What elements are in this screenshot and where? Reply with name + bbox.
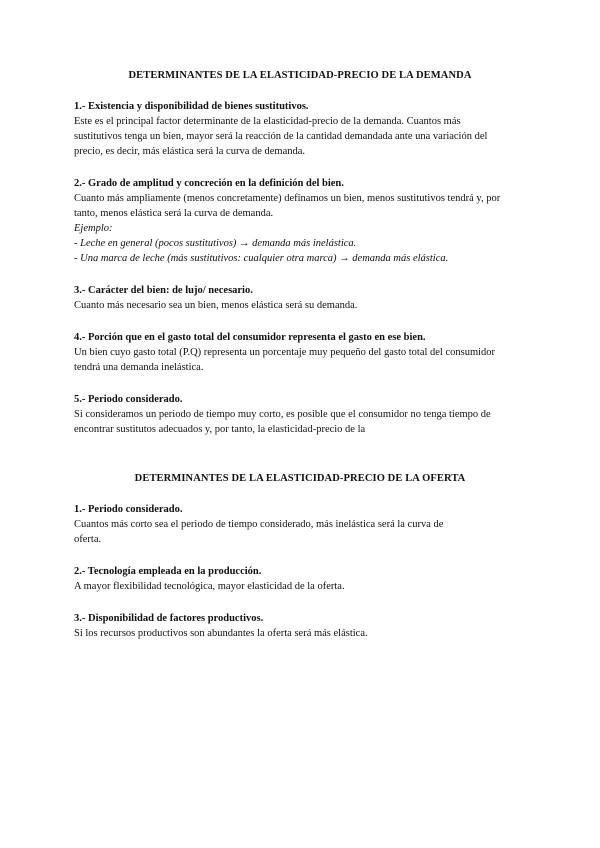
supply-title: DETERMINANTES DE LA ELASTICIDAD-PRECIO DE LA OFERTA: [134, 473, 466, 484]
section-heading: 1.- Existencia y disponibilidad de bienes sustitutivos.: [74, 101, 309, 112]
demand-section-2: [74, 176, 526, 266]
section-line: tanto, menos elástica será la curva de demanda.: [74, 208, 274, 219]
section-heading: 2.- Tecnología empleada en la producción.: [74, 566, 262, 577]
section-line: Un bien cuyo gasto total (P.Q) representa un porcentaje muy pequeño del gasto total del consumidor: [74, 347, 496, 358]
demand-section-1: [74, 99, 526, 159]
demand-section-3: [74, 283, 526, 313]
section-line: Cuanto más ampliamente (menos concretamente) definamos un bien, menos sustitutivos tendrá y, por: [74, 193, 501, 204]
section-line: precio, es decir, más elástica será la curva de demanda.: [74, 146, 306, 157]
section-heading: 3.- Disponibilidad de factores productivos.: [74, 613, 264, 624]
supply-section-1: [74, 502, 526, 547]
example-label: Ejemplo:: [74, 223, 113, 234]
supply-section-3: [74, 611, 526, 641]
supply-section-2: [74, 564, 526, 594]
section-line: Cuantos más corto sea el periodo de tiempo considerado, más inelástica será la curva de: [74, 519, 444, 530]
section-line: A mayor flexibilidad tecnológica, mayor elasticidad de la oferta.: [74, 581, 345, 592]
section-heading: 2.- Grado de amplitud y concreción en la definición del bien.: [74, 178, 344, 189]
section-heading: 4.- Porción que en el gasto total del consumidor representa el gasto en ese bien.: [74, 332, 426, 343]
demand-section-4: [74, 330, 526, 375]
section-line: Si consideramos un periodo de tiempo muy corto, es posible que el consumidor no tenga tiempo de: [74, 409, 491, 420]
section-line: oferta.: [74, 534, 102, 545]
demand-section-5: [74, 392, 526, 437]
section-heading: 3.- Carácter del bien: de lujo/ necesario.: [74, 285, 253, 296]
section-line: sustitutivos tenga un bien, mayor será la reacción de la cantidad demandada ante una variación del: [74, 131, 488, 142]
section-line: Si los recursos productivos son abundantes la oferta será más elástica.: [74, 628, 368, 639]
section-line: Cuanto más necesario sea un bien, menos elástica será su demanda.: [74, 300, 358, 311]
example-line: - Una marca de leche (más sustitutivos: cualquier otra marca) → demanda más elástica.: [74, 253, 449, 264]
section-line: tendrá una demanda inelástica.: [74, 362, 204, 373]
section-line: Este es el principal factor determinante de la elasticidad-precio de la demanda. Cuantos más: [74, 116, 461, 127]
section-line: encontrar sustitutos adecuados y, por tanto, la elasticidad-precio de la: [74, 424, 366, 435]
demand-title: DETERMINANTES DE LA ELASTICIDAD-PRECIO DE LA DEMANDA: [128, 70, 472, 81]
section-heading: 5.- Periodo considerado.: [74, 394, 183, 405]
section-heading: 1.- Periodo considerado.: [74, 504, 183, 515]
example-line: - Leche en general (pocos sustitutivos) → demanda más inelástica.: [74, 238, 357, 249]
